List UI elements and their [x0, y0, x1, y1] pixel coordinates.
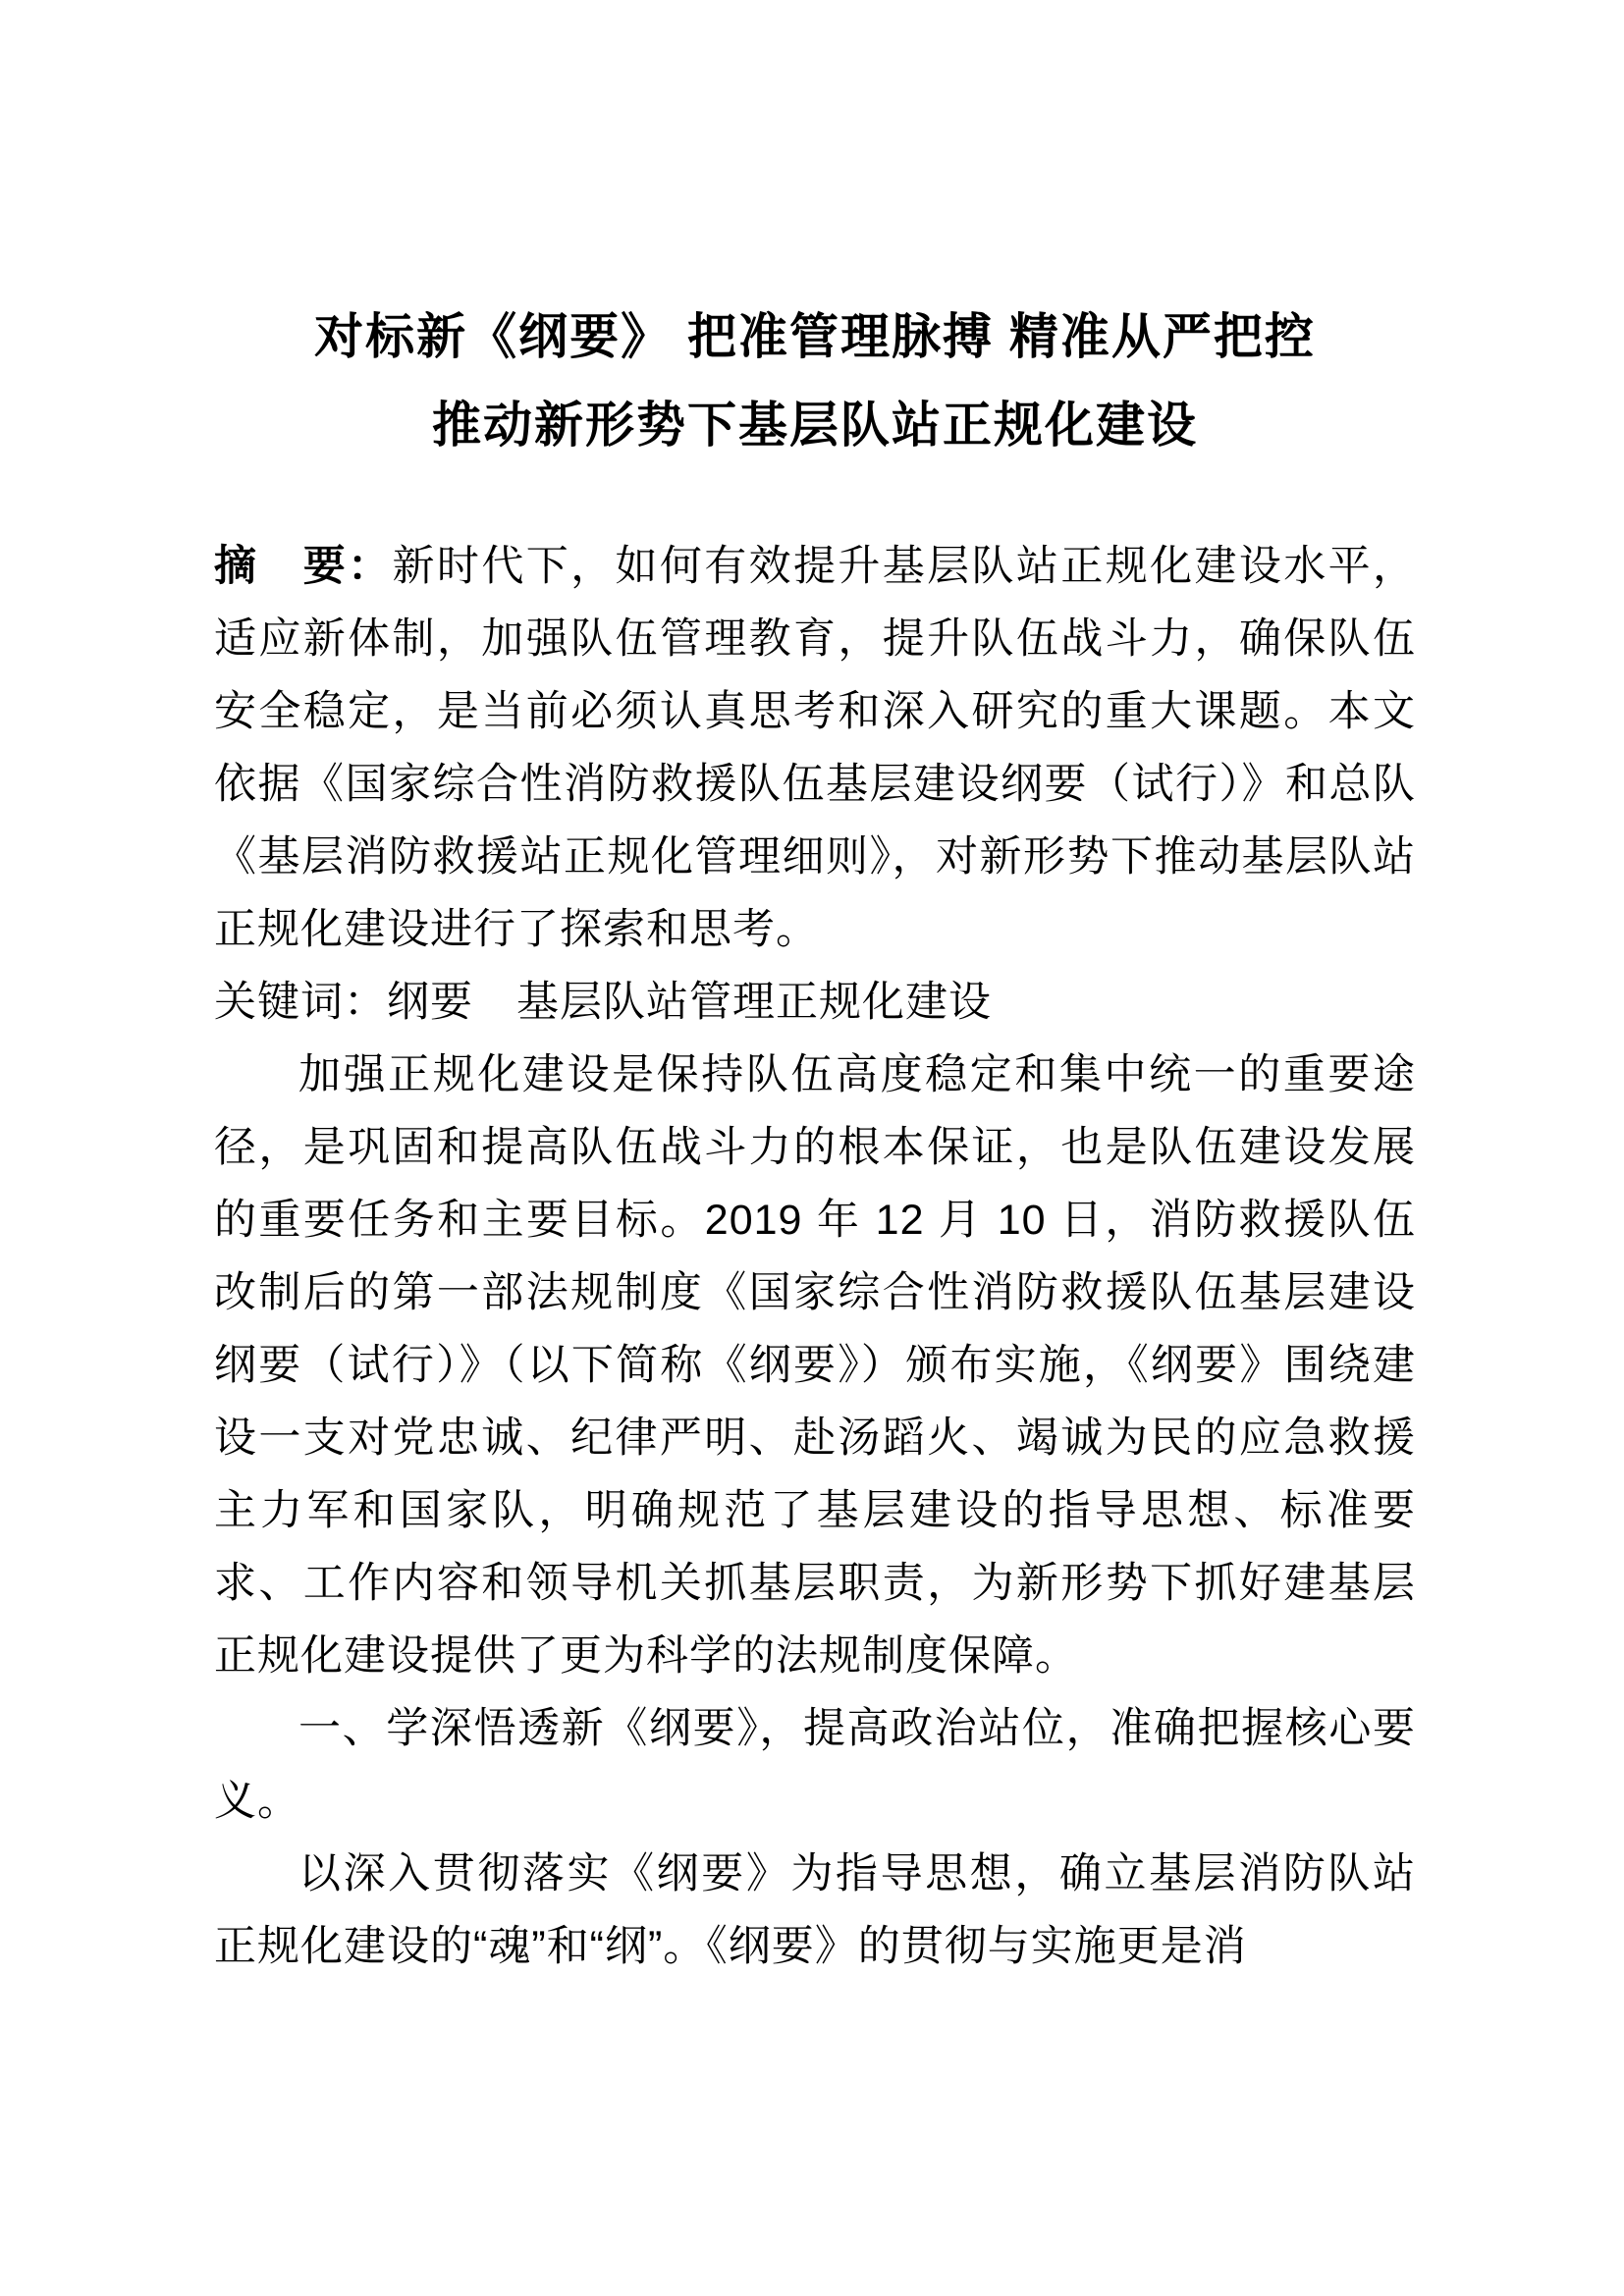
document-title [214, 293, 1416, 469]
keywords-line [214, 966, 1416, 1039]
title-line-2: 推动新形势下基层队站正规化建设 [432, 398, 1198, 453]
abstract-paragraph [214, 530, 1416, 966]
keywords-text: 纲要 基层队站管理正规化建设 [387, 979, 992, 1026]
section-heading-1: 一、学深悟透新《纲要》，提高政治站位，准确把握核心要义。 [214, 1705, 1416, 1825]
abstract-text: 新时代下，如何有效提升基层队站正规化建设水平，适应新体制，加强队伍管理教育，提升队伍战斗力，确保队伍安全稳定，是当前必须认真思考和深入研究的重大课题。本文依据《国家综合性消防救援队伍基层建设纲要（试行）》和总队《基层消防救援站正规化管理细则》，对新形势下推动基层队站正规化建设进行了探索和思考。 [214, 543, 1417, 953]
body-paragraph-2: 以深入贯彻落实《纲要》为指导思想，确立基层消防队站正规化建设的“魂”和“纲”。《纲要》的贯彻与实施更是消 [214, 1850, 1416, 1970]
keywords-label: 关键词： [214, 979, 387, 1026]
abstract-label: 摘 要： [214, 543, 393, 590]
title-line-1: 对标新《纲要》 把准管理脉搏 精准从严把控 [314, 309, 1316, 364]
body-paragraph-1: 加强正规化建设是保持队伍高度稳定和集中统一的重要途径，是巩固和提高队伍战斗力的根本保证，也是队伍建设发展的重要任务和主要目标。2019 年 12 月 10 日，消防救援队伍改制后的第一部法规制度《国家综合性消防救援队伍基层建设纲要（试行）》（以下简称《纲要》）颁布实施，《纲要》围绕建设一支对党忠诚、纪律严明、赴汤蹈火、竭诚为民的应急救援主力军和国家队，明确规范了基层建设的指导思想、标准要求、工作内容和领导机关抓基层职责，为新形势下抓好建基层正规化建设提供了更为科学的法规制度保障。 [214, 1051, 1416, 1680]
